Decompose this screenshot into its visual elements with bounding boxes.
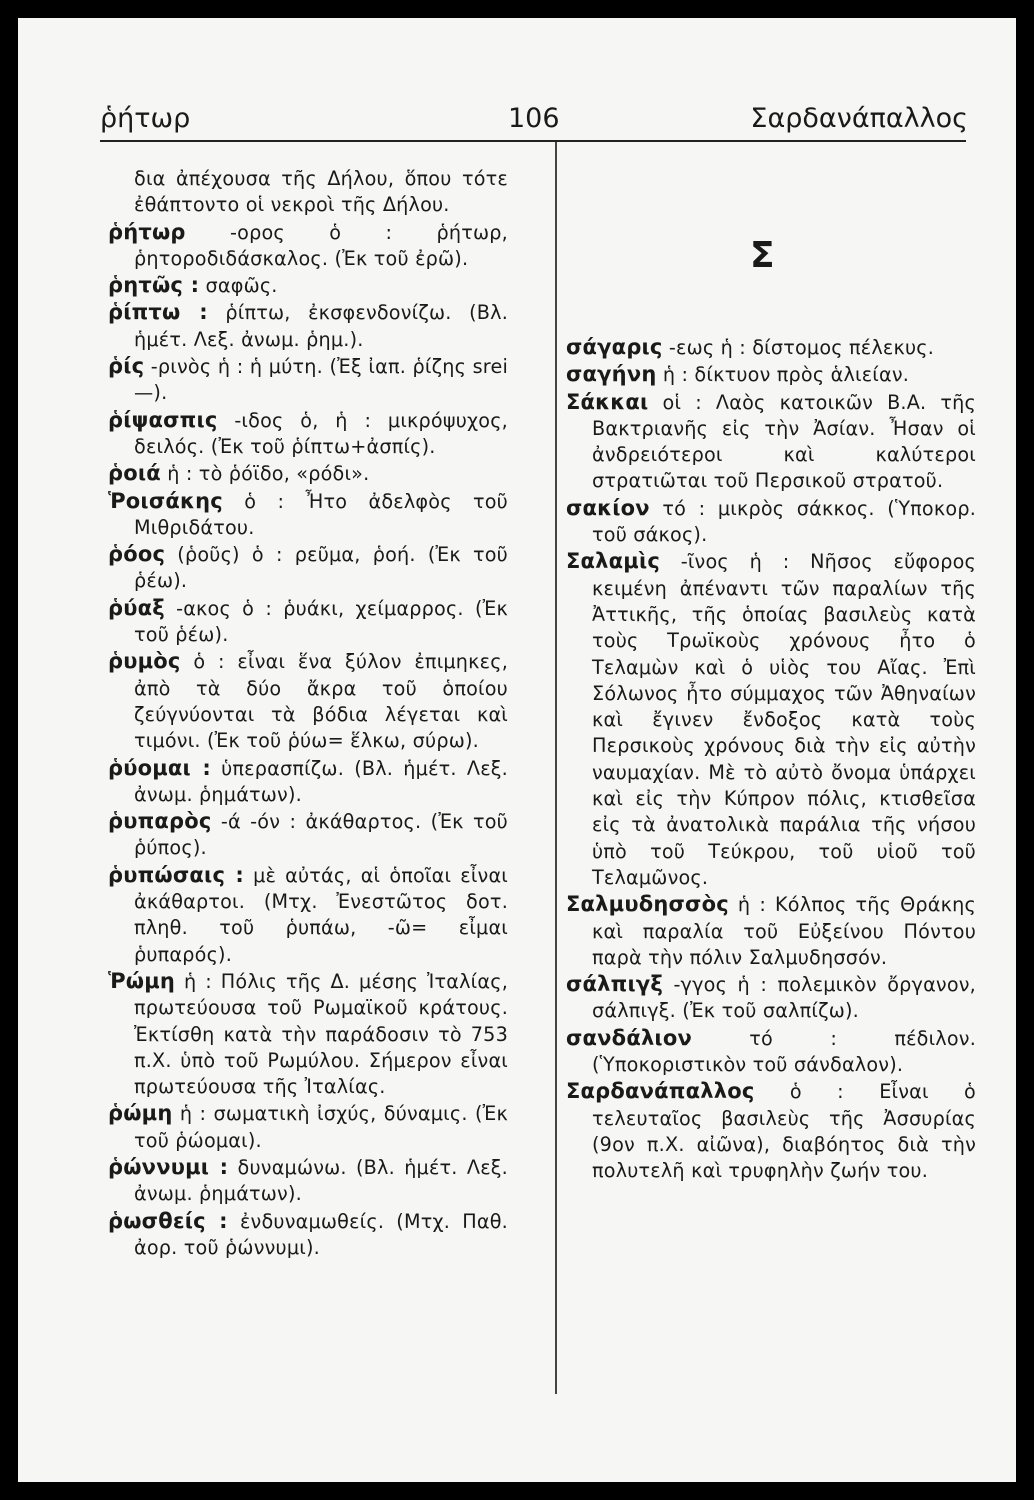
headword: Σάκκαι [566,389,649,414]
headword: Ῥώμη [108,968,176,993]
definition: μὲ αὐτάς, αἱ ὁποῖαι εἶναι ἀκάθαρτοι. (Μτχ. Ἐνεστῶτος δοτ. πληθ. τοῦ ῥυπάω, -ῶ= εἶμαι ῥυπαρός). [134,863,508,966]
entry [108,219,508,273]
headword: ῥώμη [108,1101,173,1126]
dictionary-page [18,18,1016,1482]
headword: ῥωσθείς : [108,1208,228,1233]
entry [566,389,976,495]
right-column [566,334,976,1185]
entry [108,808,508,862]
section-letter: Σ [750,235,775,276]
header-left-guide-word: ῥήτωρ [100,103,191,134]
definition: -ρινὸς ἡ : ἡ μύτη. (Ἐξ ἰαπ. ῥίζης srei—). [134,355,508,405]
definition: -εως ἡ : δίστομος πέλεκυς. [668,336,935,359]
header-rule [100,140,966,142]
headword: ῥητῶς : [108,273,200,298]
headword: ῥύαξ [108,595,165,620]
headword: ῥυμὸς [108,649,181,674]
definition: ὁ : εἶναι ἕνα ξύλον ἐπιμηκες, ἀπὸ τὰ δύο ἄκρα τοῦ ὁποίου ζεύγνύονται τὰ βόδια λέγεται καὶ τιμόνι. (Ἐκ τοῦ ῥύω= ἕλκω, σύρω). [134,650,508,753]
headword: σάλπιγξ [566,972,663,997]
definition: ὁ : Εἶναι ὁ τελευταῖος βασιλεὺς τῆς Ἀσσυρίας (9ον π.Χ. αἰῶνα), διαβόητος διὰ τὴν πολυτελῆ καὶ τρυφηλὴν ζωήν του. [592,1080,976,1183]
definition: ἡ : Πόλις τῆς Δ. μέσης Ἰταλίας, πρωτεύουσα τοῦ Ρωμαϊκοῦ κράτους. Ἐκτίσθη κατὰ τὴν παράδοσιν τὸ 753 π.Χ. ὑπὸ τοῦ Ρωμύλου. Σήμερον εἶναι πρωτεύουσα τῆς Ἰταλίας. [134,969,508,1099]
definition: ὑπερασπίζω. (Βλ. ἡμέτ. Λεξ. ἀνωμ. ῥημάτων). [134,756,508,806]
entry [108,755,508,809]
headword: ῥοιά [108,461,161,486]
entry [566,971,976,1025]
continuation-text: δια ἀπέχουσα τῆς Δήλου, ὅπου τότε ἐθάπτοντο οἱ νεκροὶ τῆς Δήλου. [134,167,508,217]
headword: ῥώννυμι : [108,1154,229,1179]
definition: τό : μικρὸς σάκκος. (Ὑποκορ. τοῦ σάκος). [592,496,976,547]
entry [108,968,508,1100]
entry [108,299,508,353]
entry [566,495,976,549]
headword: ῥήτωρ [108,219,186,244]
headword: Ῥοισάκης [108,488,223,513]
headword: ῥόος [108,542,166,567]
headword: ῥίπτω : [108,300,208,325]
definition: ῥίπτω, ἐκσφενδονίζω. (Βλ. ἡμέτ. Λεξ. ἀνωμ. ῥημ.). [134,301,508,351]
headword: Σαλαμὶς [566,549,660,574]
headword: σανδάλιον [566,1025,692,1050]
entry [108,1100,508,1154]
headword: ῥύομαι : [108,755,211,780]
definition: ἡ : δίκτυον πρὸς ἁλιείαν. [662,363,910,387]
headword: ῥίς [108,354,145,379]
definition: τό : πέδιλον. (Ὑποκοριστικὸν τοῦ σάνδαλον). [592,1026,976,1077]
entry [566,334,976,361]
definition: -γγος ἡ : πολεμικὸν ὄργανον, σάλπιγξ. (Ἐκ τοῦ σαλπίζω). [592,973,976,1023]
definition: -ακος ὁ : ῥυάκι, χείμαρρος. (Ἐκ τοῦ ῥέω). [134,596,508,647]
entry [108,353,508,407]
definition: ἡ : Κόλπος τῆς Θράκης καὶ παραλία τοῦ Εὐξείνου Πόντου παρὰ τὴν πόλιν Σαλμυδησσόν. [592,893,976,969]
headword: ῥίψασπις [108,407,218,432]
headword: ῥυπώσαις : [108,862,244,887]
headword: ῥυπαρὸς [108,809,212,834]
entry [108,541,508,595]
headword: Σαρδανάπαλλος [566,1079,755,1104]
definition: οἱ : Λαὸς κατοικῶν Β.Α. τῆς Βακτριανῆς εἰς τὴν Ἀσίαν. Ἦσαν οἱ ἀνδρειότεροι καὶ καλύτεροι στρατιῶται τοῦ Περσικοῦ στρατοῦ. [592,390,976,493]
definition: -ά -όν : ἀκάθαρτος. (Ἐκ τοῦ ῥύπος). [134,810,508,860]
entry [108,648,508,754]
definition: ὁ : Ἦτο ἀδελφὸς τοῦ Μιθριδάτου. [134,489,508,539]
entry [108,862,508,968]
entry [566,1078,976,1184]
definition: ἡ : τὸ ῥόϊδο, «ρόδι». [167,462,370,486]
entry [566,1025,976,1079]
definition: σαφῶς. [205,274,278,298]
column-divider [555,142,557,1394]
definition: -ορος ὁ : ῥήτωρ, ῥητοροδιδάσκαλος. (Ἐκ τοῦ ἐρῶ). [134,220,508,270]
header-right-guide-word: Σαρδανάπαλλος [750,103,968,134]
entry [108,1154,508,1208]
definition: -ῖνος ἡ : Νῆσος εὔφορος κειμένη ἀπέναντι τῶν παραλίων τῆς Ἀττικῆς, τῆς ὁποίας βασιλεὺς κατὰ τοὺς Τρωϊκοὺς χρόνους ἦτο ὁ Τελαμὼν καὶ ὁ υἱὸς του Αἴας. Ἐπὶ Σόλωνος ἦτο σύμμαχος τῶν Ἀθηναίων καὶ ἔγινεν ἔνδοξος κατὰ τοὺς Περσικοὺς χρόνους διὰ τὴν εἰς αὐτὴν ναυμαχίαν. Μὲ τὸ αὐτὸ ὄνομα ὑπάρχει καὶ εἰς τὴν Κύπρον πόλις, κτισθεῖσα εἰς τὰ ἀνατολικὰ παράλια τῆς νήσου ὑπὸ τοῦ Τεύκρου, τοῦ υἱοῦ τοῦ Τελαμῶνος. [592,550,976,889]
entry [108,272,508,299]
entry [108,460,508,487]
page-number: 106 [508,103,560,134]
entry [108,1208,508,1262]
entry [108,407,508,461]
definition: ἐνδυναμωθείς. (Μτχ. Παθ. ἀορ. τοῦ ῥώννυμι). [134,1209,508,1259]
headword: Σαλμυδησσὸς [566,892,729,917]
headword: σαγήνη [566,362,657,387]
headword: σακίον [566,495,650,520]
entry [566,548,976,891]
definition: (ῥοῦς) ὁ : ρεῦμα, ῥοή. (Ἐκ τοῦ ῥέω). [134,543,508,593]
entry [108,595,508,649]
definition: ἡ : σωματικὴ ἰσχύς, δύναμις. (Ἐκ τοῦ ῥώομαι). [134,1102,508,1152]
definition: -ιδος ὁ, ἡ : μικρόψυχος, δειλός. (Ἐκ τοῦ ῥίπτω+ἀσπίς). [134,408,508,458]
entry [108,488,508,542]
entry [566,891,976,971]
definition: δυναμώνω. (Βλ. ἡμέτ. Λεξ. ἀνωμ. ῥημάτων). [134,1155,508,1206]
headword: σάγαρις [566,335,663,359]
left-column [108,166,508,1261]
entry [566,361,976,388]
